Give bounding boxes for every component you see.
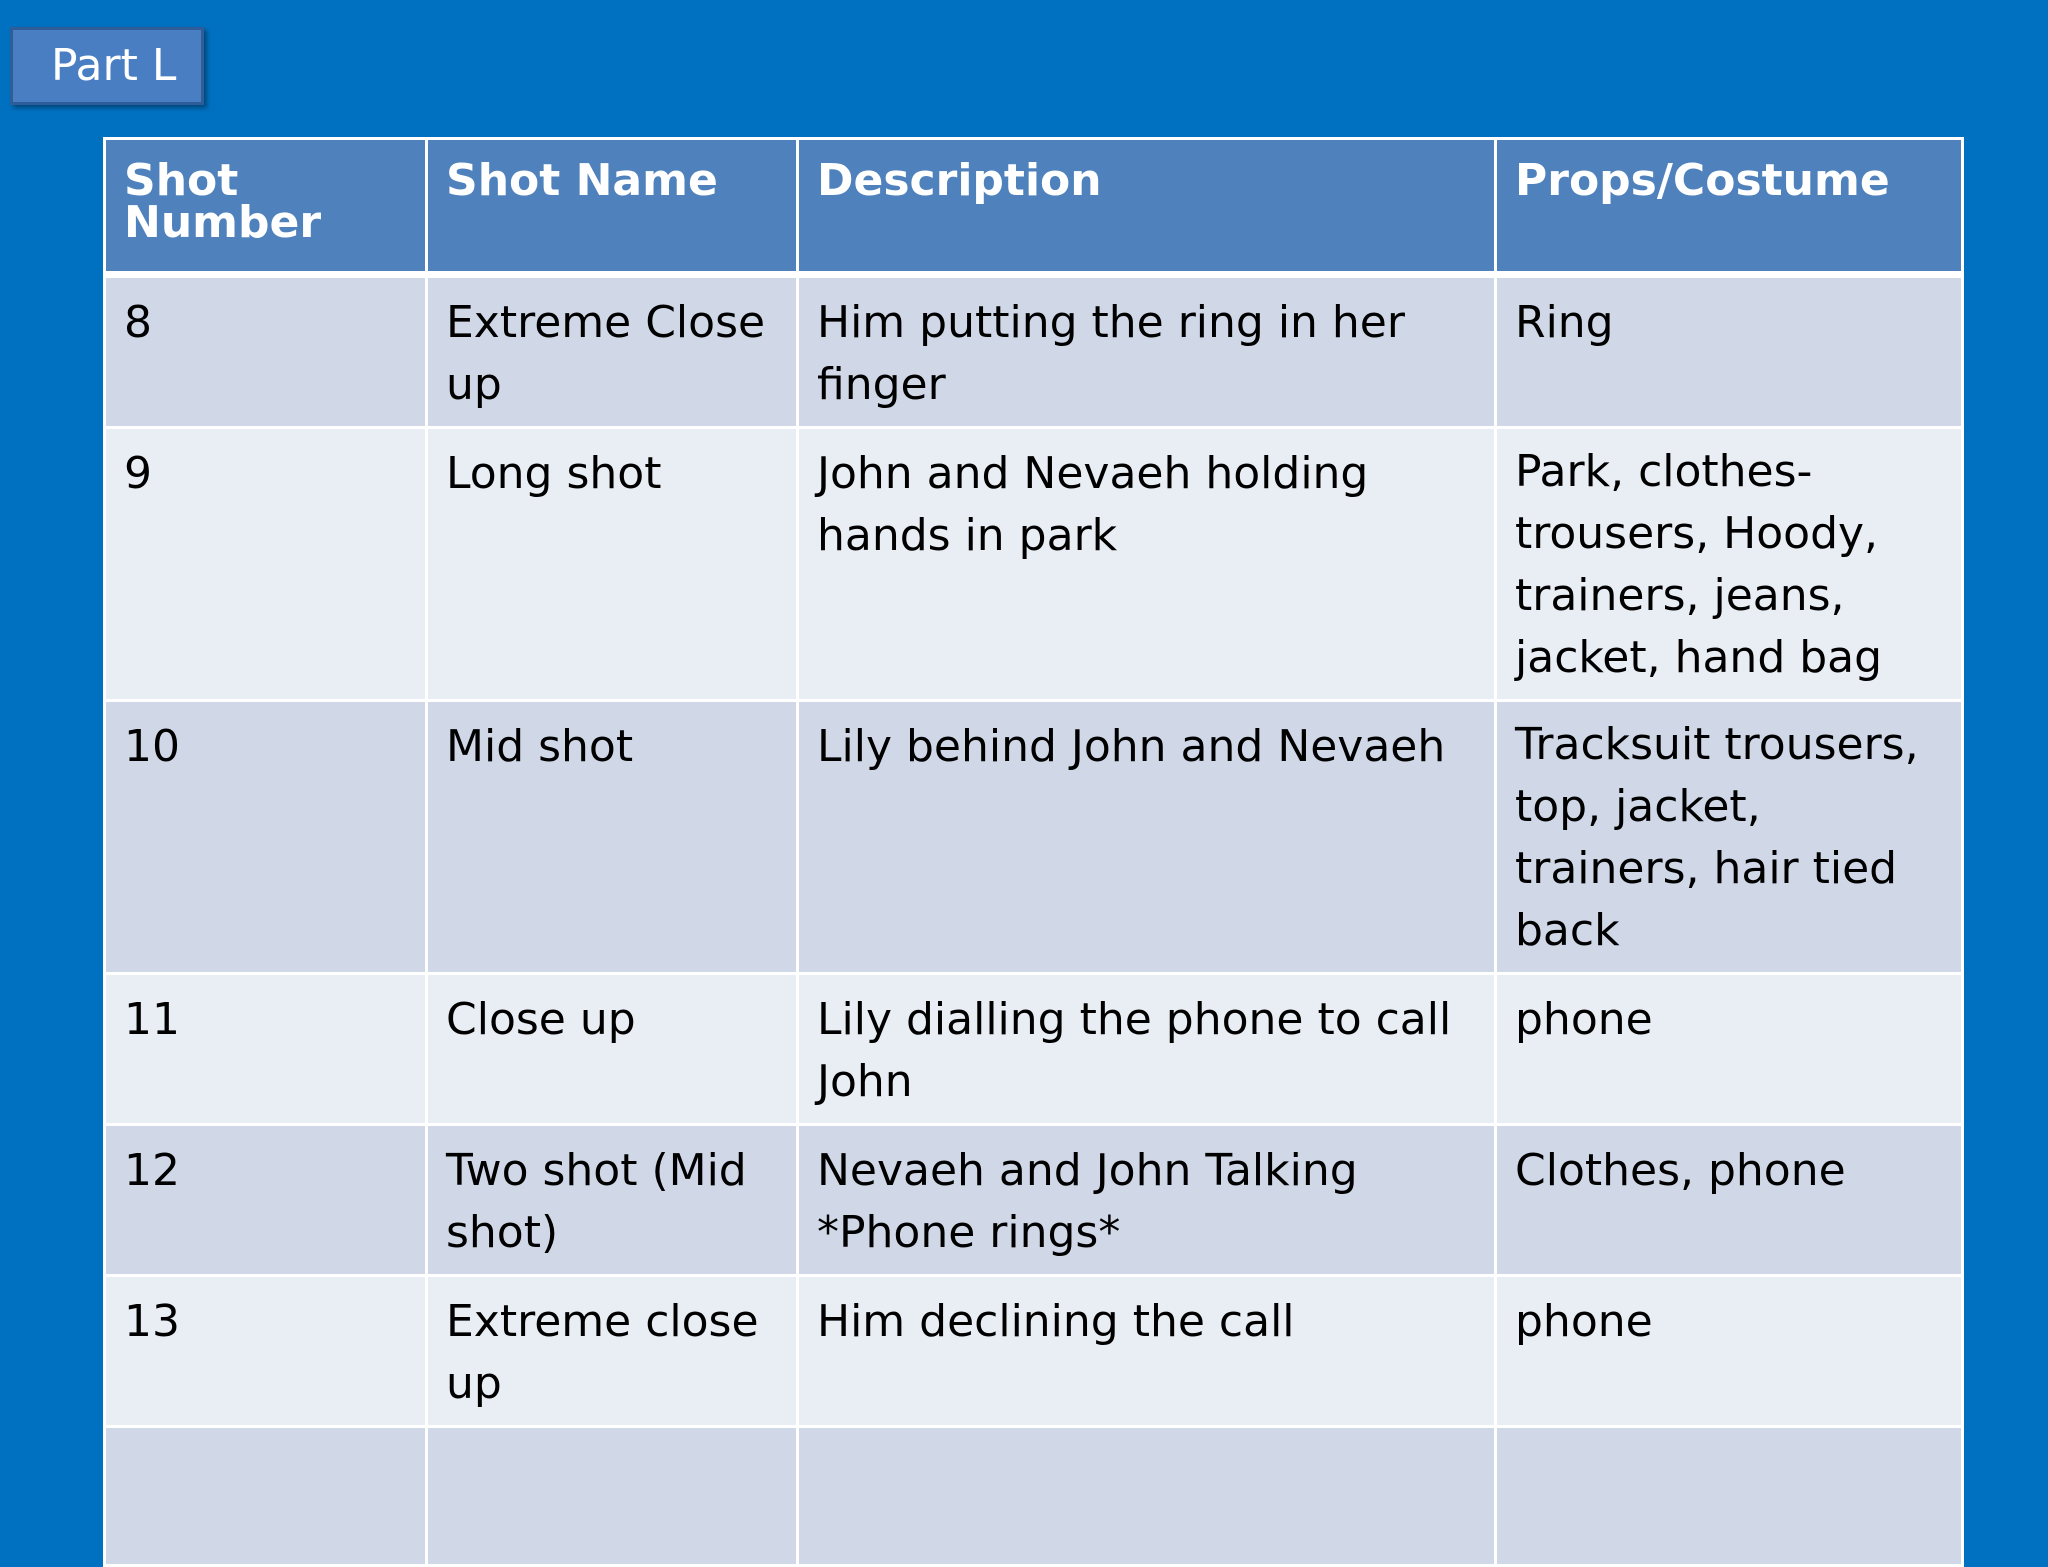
header-shot-name: Shot Name (427, 139, 798, 275)
cell-props: phone (1496, 1276, 1963, 1427)
cell-description: Lily behind John and Nevaeh (798, 701, 1496, 974)
cell-shot-number: 11 (105, 974, 427, 1125)
shot-list-table (103, 137, 1964, 1567)
cell-description: Nevaeh and John Talking *Phone rings* (798, 1125, 1496, 1276)
header-props-costume: Props/Costume (1496, 139, 1963, 275)
cell-shot-number: 10 (105, 701, 427, 974)
table-row (105, 1125, 1963, 1276)
cell-props (1496, 1427, 1963, 1566)
table-row-empty (105, 1427, 1963, 1566)
cell-shot-name: Extreme close up (427, 1276, 798, 1427)
cell-shot-name: Close up (427, 974, 798, 1125)
table-row (105, 1276, 1963, 1427)
cell-shot-number: 8 (105, 275, 427, 428)
table-row (105, 428, 1963, 701)
cell-shot-number (105, 1427, 427, 1566)
table-row (105, 974, 1963, 1125)
cell-description: John and Nevaeh holding hands in park (798, 428, 1496, 701)
cell-props: phone (1496, 974, 1963, 1125)
cell-shot-number: 9 (105, 428, 427, 701)
table-row (105, 701, 1963, 974)
cell-shot-name: Two shot (Mid shot) (427, 1125, 798, 1276)
cell-shot-name: Mid shot (427, 701, 798, 974)
part-label: Part L (10, 27, 204, 105)
cell-shot-number: 13 (105, 1276, 427, 1427)
table-header-row (105, 139, 1963, 275)
cell-description: Him putting the ring in her finger (798, 275, 1496, 428)
header-shot-number: Shot Number (105, 139, 427, 275)
cell-shot-number: 12 (105, 1125, 427, 1276)
cell-description: Him declining the call (798, 1276, 1496, 1427)
cell-props: Tracksuit trousers, top, jacket, trainers, hair tied back (1496, 701, 1963, 974)
cell-shot-name: Extreme Close up (427, 275, 798, 428)
table-row (105, 275, 1963, 428)
cell-description: Lily dialling the phone to call John (798, 974, 1496, 1125)
cell-shot-name: Long shot (427, 428, 798, 701)
cell-description (798, 1427, 1496, 1566)
cell-props: Ring (1496, 275, 1963, 428)
cell-shot-name (427, 1427, 798, 1566)
cell-props: Clothes, phone (1496, 1125, 1963, 1276)
header-description: Description (798, 139, 1496, 275)
cell-props: Park, clothes- trousers, Hoody, trainers, jeans, jacket, hand bag (1496, 428, 1963, 701)
